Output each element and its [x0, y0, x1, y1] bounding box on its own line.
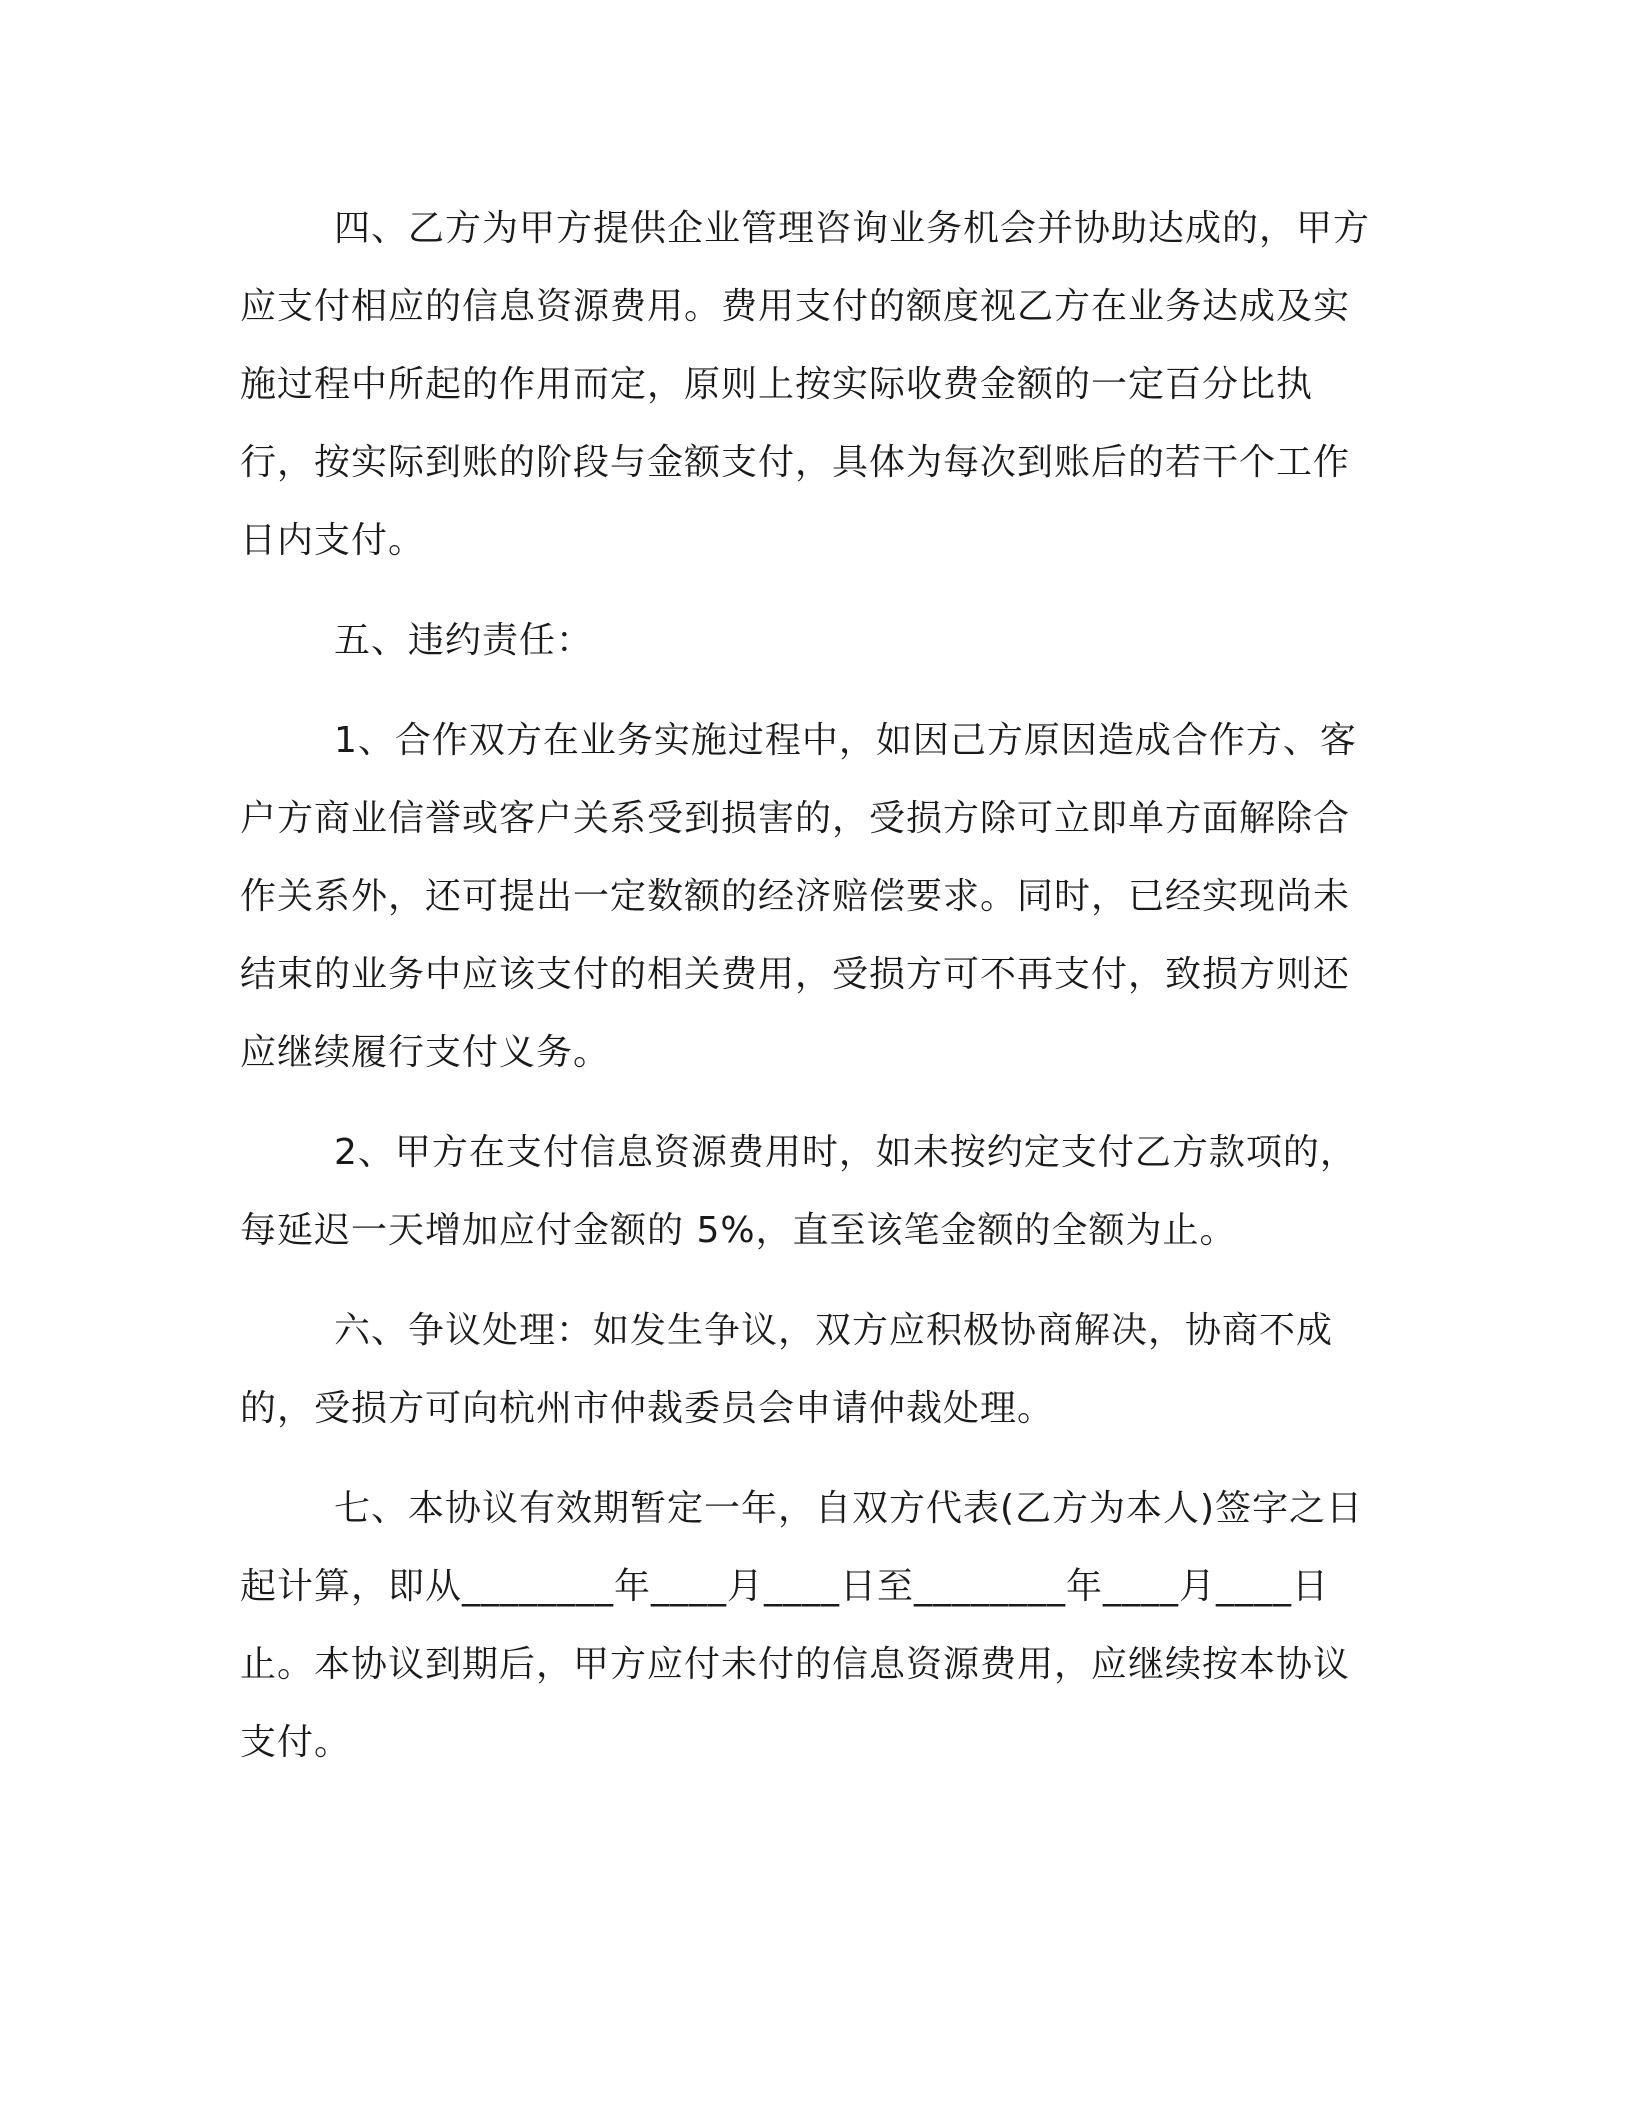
paragraph-clause-5-heading: 五、违约责任： — [334, 620, 594, 661]
paragraph-clause-5-item-2: 2、甲方在支付信息资源费用时，如未按约定支付乙方款项的，每延迟一天增加应付金额的 5%，直至该笔金额的全额为止。 — [240, 1132, 1357, 1251]
paragraph-clause-5-item-1: 1、合作双方在业务实施过程中，如因己方原因造成合作方、客户方商业信誉或客户关系受到损害的，受损方除可立即单方面解除合作关系外，还可提出一定数额的经济赔偿要求。同时，已经实现尚未结束的业务中应该支付的相关费用，受损方可不再支付，致损方则还应继续履行支付义务。 — [240, 720, 1357, 1073]
document-body — [240, 190, 1385, 1804]
paragraph-clause-4-fees: 四、乙方为甲方提供企业管理咨询业务机会并协助达成的，甲方应支付相应的信息资源费用。费用支付的额度视乙方在业务达成及实施过程中所起的作用而定，原则上按实际收费金额的一定百分比执行，按实际到账的阶段与金额支付，具体为每次到账后的若干个工作日内支付。 — [240, 208, 1371, 561]
paragraph-clause-7-term: 七、本协议有效期暂定一年，自双方代表(乙方为本人)签字之日起计算，即从________年____月____日至________年____月____日止。本协议到期后，甲方应付未付的信息资源费用，应继续按本协议支付。 — [240, 1488, 1364, 1763]
paragraph-clause-6-dispute: 六、争议处理：如发生争议，双方应积极协商解决，协商不成的，受损方可向杭州市仲裁委员会申请仲裁处理。 — [240, 1310, 1334, 1429]
